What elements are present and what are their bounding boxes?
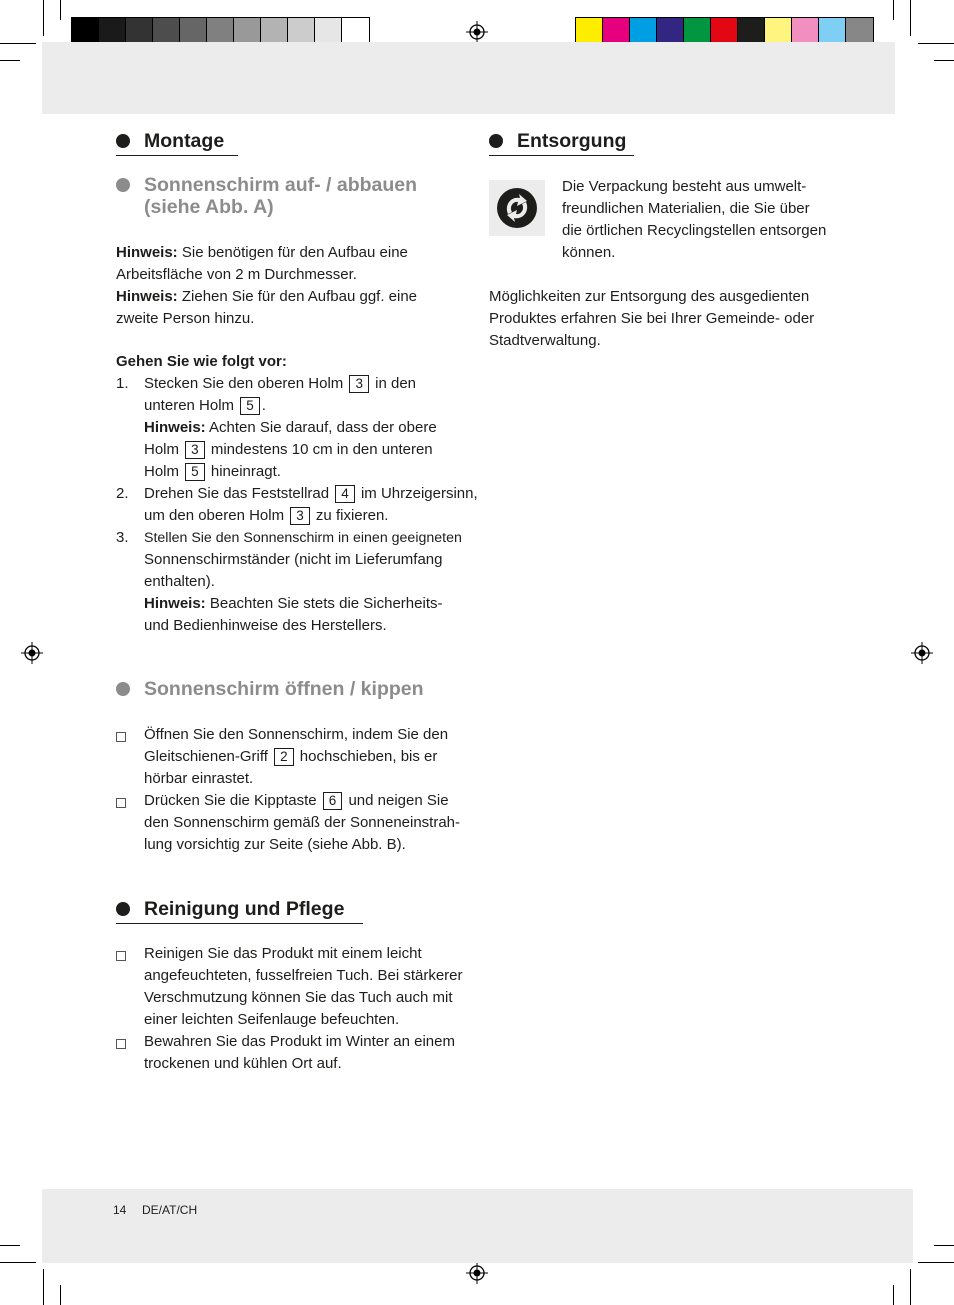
checkbox-bullet-icon	[116, 1039, 126, 1049]
checkbox-bullet-icon	[116, 951, 126, 961]
hint-paragraph: Hinweis: Ziehen Sie für den Aufbau ggf. eine	[116, 288, 418, 305]
bullet-icon	[116, 134, 130, 148]
list-item: Drücken Sie die Kipptaste 6 und neigen Sie	[144, 792, 449, 809]
crop-mark	[893, 0, 894, 20]
step-number: 3.	[116, 529, 129, 546]
color-swatch	[576, 18, 603, 45]
crop-mark	[910, 1269, 911, 1305]
checkbox-bullet-icon	[116, 732, 126, 742]
color-swatch	[261, 18, 288, 45]
crop-mark	[934, 60, 954, 61]
registration-mark-icon	[21, 642, 43, 664]
region-label: DE/AT/CH	[142, 1203, 198, 1217]
list-item: Reinigen Sie das Produkt mit einem leicht	[144, 945, 422, 962]
color-swatch	[207, 18, 234, 45]
part-number-badge: 2	[274, 748, 294, 766]
steps-title: Gehen Sie wie folgt vor:	[116, 353, 287, 370]
color-swatch	[99, 18, 126, 45]
crop-mark	[918, 1262, 954, 1263]
crop-mark	[918, 43, 954, 44]
part-number-badge: 3	[290, 507, 310, 525]
color-swatch	[126, 18, 153, 45]
color-swatch	[738, 18, 765, 45]
crop-mark	[0, 60, 20, 61]
registration-mark-icon	[466, 21, 488, 43]
bullet-icon	[116, 178, 130, 192]
registration-mark-icon	[466, 1262, 488, 1284]
crop-mark	[0, 1262, 36, 1263]
registration-mark-icon	[911, 642, 933, 664]
header-band	[42, 42, 895, 114]
packaging-paragraph: Die Verpackung besteht aus umwelt-	[562, 178, 807, 195]
crop-mark	[910, 0, 911, 36]
color-swatch	[711, 18, 738, 45]
crop-mark	[60, 1285, 61, 1305]
part-number-badge: 3	[185, 441, 205, 459]
crop-mark	[934, 1245, 954, 1246]
color-swatch	[315, 18, 342, 45]
crop-mark	[0, 43, 36, 44]
step-text: Stecken Sie den oberen Holm 3 in den	[144, 375, 417, 392]
disposal-paragraph: Möglichkeiten zur Entsorgung des ausgedienten	[489, 288, 810, 305]
footer-band	[42, 1189, 913, 1263]
crop-mark	[43, 1269, 44, 1305]
color-swatch	[72, 18, 99, 45]
step-text: Stellen Sie den Sonnenschirm in einen geeigneten	[144, 530, 462, 546]
color-swatch	[153, 18, 180, 45]
step-number: 1.	[116, 375, 129, 392]
crop-mark	[893, 1285, 894, 1305]
color-swatch	[819, 18, 846, 45]
part-number-badge: 4	[335, 485, 355, 503]
color-swatch	[657, 18, 684, 45]
color-swatch	[603, 18, 630, 45]
step-text: Drehen Sie das Feststellrad 4 im Uhrzeigersinn,	[144, 485, 478, 502]
list-item: Öffnen Sie den Sonnenschirm, indem Sie den	[144, 726, 449, 743]
color-swatch	[342, 18, 369, 45]
color-swatch	[180, 18, 207, 45]
hint-paragraph: Hinweis: Sie benötigen für den Aufbau eine	[116, 244, 408, 261]
color-swatch	[630, 18, 657, 45]
color-swatch	[792, 18, 819, 45]
bullet-icon	[116, 902, 130, 916]
crop-mark	[60, 0, 61, 20]
color-swatch	[765, 18, 792, 45]
color-swatch	[234, 18, 261, 45]
bullet-icon	[116, 682, 130, 696]
color-swatch	[846, 18, 873, 45]
part-number-badge: 5	[240, 397, 260, 415]
crop-mark	[43, 0, 44, 36]
recycling-symbol	[489, 180, 545, 236]
green-dot-recycle-icon	[489, 180, 545, 236]
part-number-badge: 3	[349, 375, 369, 393]
part-number-badge: 5	[185, 463, 205, 481]
color-swatch	[684, 18, 711, 45]
bullet-icon	[489, 134, 503, 148]
checkbox-bullet-icon	[116, 798, 126, 808]
page-number: 14	[113, 1203, 127, 1217]
part-number-badge: 6	[323, 792, 343, 810]
color-swatch	[288, 18, 315, 45]
list-item: Bewahren Sie das Produkt im Winter an einem	[144, 1033, 455, 1050]
step-number: 2.	[116, 485, 129, 502]
crop-mark	[0, 1245, 20, 1246]
